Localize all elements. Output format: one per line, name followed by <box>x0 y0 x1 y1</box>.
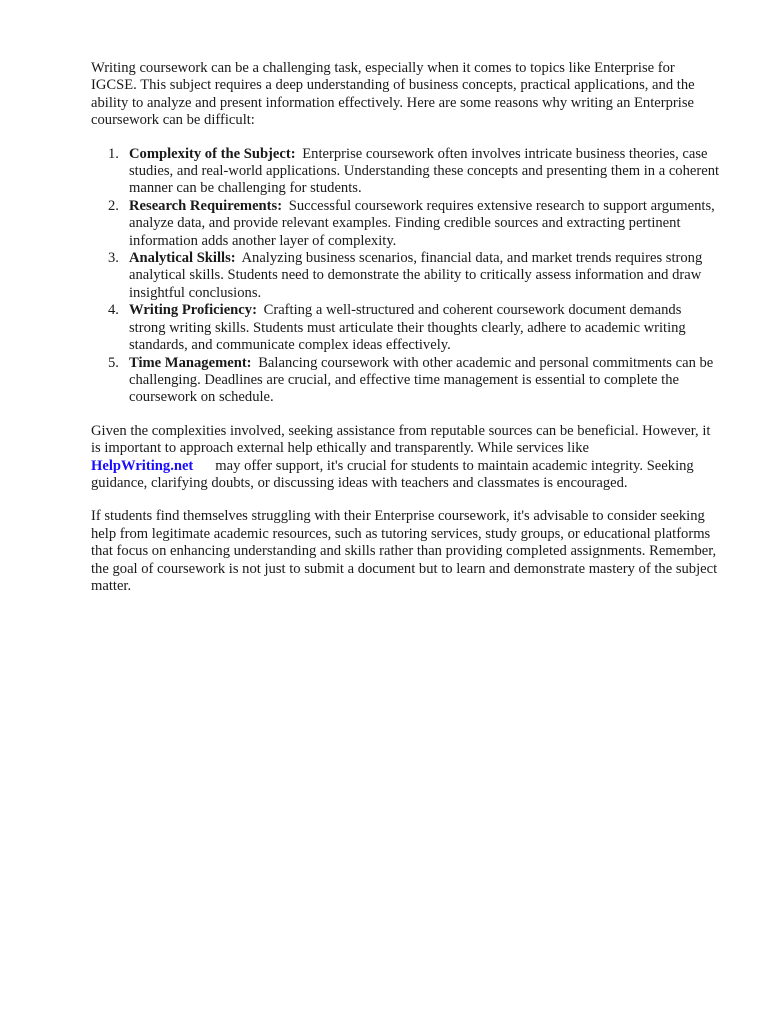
list-item-term: Writing Proficiency: <box>129 302 257 319</box>
list-item-term: Research Requirements: <box>129 197 283 214</box>
list-item-text: Crafting a well-structured and coherent coursework document demands strong writing skills. Students must articulate their thoughts clearly, adhere to academic writing standards, and communicate complex ideas effectively. <box>129 302 686 354</box>
advice-paragraph: If students find themselves struggling with their Enterprise coursework, it's advisable to consider seeking help from legitimate academic resources, such as tutoring services, study groups, or educational platforms that focus on enhancing understanding and skills rather than providing completed assignments. Remember, the goal of coursework is not just to submit a document but to learn and demonstrate mastery of the subject matter. <box>91 508 718 594</box>
assistance-text-after: may offer support, it's crucial for students to maintain academic integrity. Seeking guidance, clarifying doubts, or discussing ideas with teachers and classmates is encouraged. <box>91 457 694 491</box>
list-item-text: Successful coursework requires extensive research to support arguments, analyze data, and provide relevant examples. Finding credible sources and extracting pertinent information adds another layer of complexity. <box>129 197 715 249</box>
list-item-term: Time Management: <box>129 354 252 371</box>
document-page <box>91 60 721 595</box>
helpwriting-link[interactable]: HelpWriting.net <box>91 457 194 474</box>
list-item <box>108 250 721 302</box>
list-item-number: 5. <box>108 354 119 371</box>
assistance-text-before: Given the complexities involved, seeking assistance from reputable sources can be beneficial. However, it is important to approach external help ethically and transparently. While services like <box>91 422 711 457</box>
list-item <box>108 354 721 407</box>
intro-paragraph: Writing coursework can be a challenging task, especially when it comes to topics like Enterprise for IGCSE. This subject requires a deep understanding of business concepts, practical applications, and the ability to analyze and present information effectively. Here are some reasons why writing an Enterprise coursework can be difficult: <box>91 60 695 129</box>
list-item-text: Analyzing business scenarios, financial data, and market trends requires strong analytical skills. Students need to demonstrate the ability to critically assess information and draw insightful conclusions. <box>129 250 703 301</box>
list-item <box>108 302 721 354</box>
list-item-number: 3. <box>108 250 119 267</box>
reasons-list <box>91 146 721 407</box>
list-item-term: Complexity of the Subject: <box>129 145 296 162</box>
list-item-number: 1. <box>108 145 119 162</box>
assistance-paragraph <box>91 423 721 493</box>
list-item-number: 4. <box>108 302 119 319</box>
list-item <box>108 145 721 198</box>
list-item-text: Enterprise coursework often involves intricate business theories, case studies, and real-world applications. Understanding these concepts and presenting them in a coherent manner can be challenging for students. <box>129 145 720 197</box>
list-item-term: Analytical Skills: <box>129 250 236 267</box>
list-item-text: Balancing coursework with other academic and personal commitments can be challenging. Deadlines are crucial, and effective time management is essential to complete the coursework on schedule. <box>129 354 714 406</box>
list-item-number: 2. <box>108 197 119 214</box>
list-item <box>108 197 721 250</box>
